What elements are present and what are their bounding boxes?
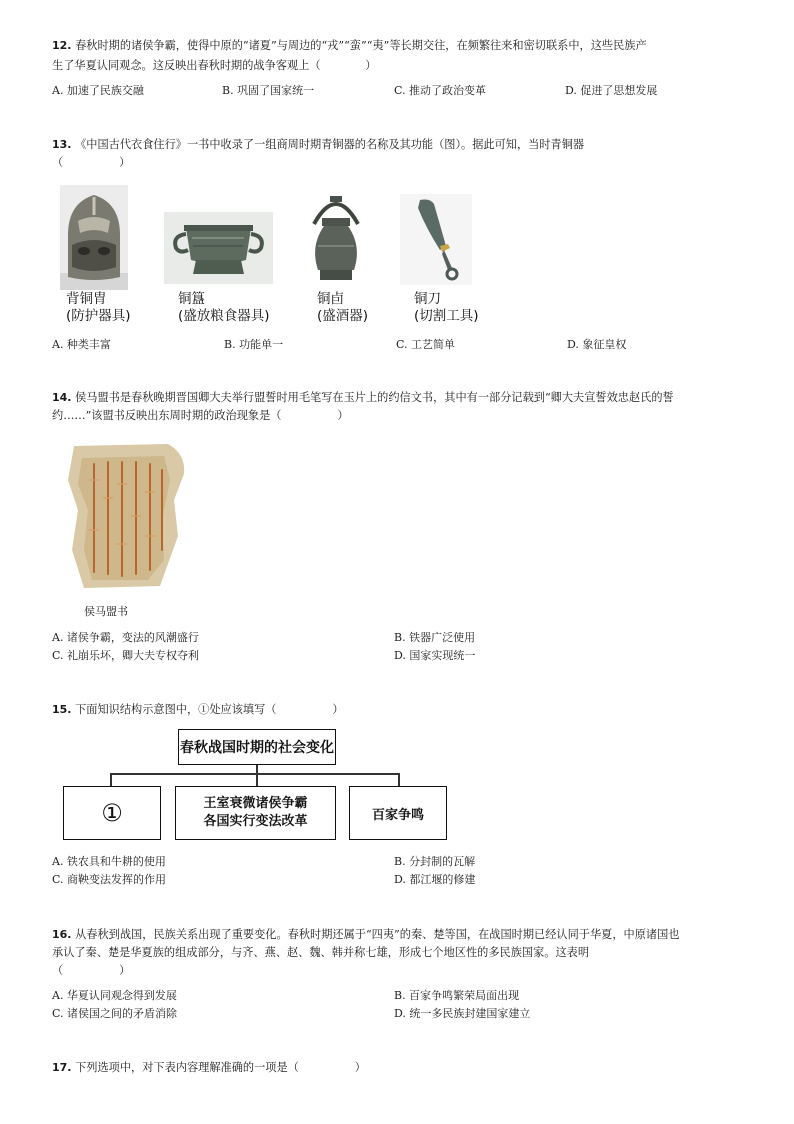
gui-name: 铜簋 <box>178 291 205 307</box>
helmet-name: 背铜胄 <box>66 291 107 307</box>
diagram-middle-line1: 王室衰微诸侯争霸 <box>203 796 308 811</box>
diagram-blank-box: ① <box>63 786 161 840</box>
q12-option-c[interactable]: C. 推动了政治变革 <box>394 84 487 97</box>
q14-option-a[interactable]: A. 诸侯争霸，变法的风潮盛行 <box>52 631 199 644</box>
diagram-middle-line2: 各国实行变法改革 <box>203 814 308 829</box>
q14-option-b[interactable]: B. 铁器广泛使用 <box>394 631 476 644</box>
knife-function: (切割工具) <box>414 308 479 324</box>
q12-option-a[interactable]: A. 加速了民族交融 <box>52 84 144 97</box>
q16-stem-line3: （ ） <box>52 964 131 977</box>
you-function: (盛酒器) <box>317 308 369 324</box>
q14-stem-line2: 约……”该盟书反映出东周时期的政治现象是（ ） <box>52 409 349 422</box>
q16-stem-line1: 16. 从春秋到战国，民族关系出现了重要变化。春秋时期还属于“四夷”的秦、楚等国，在战国时期已经认同于华夏，中原诸国也 <box>52 928 680 941</box>
q16-option-a[interactable]: A. 华夏认同观念得到发展 <box>52 989 177 1002</box>
q12-option-b[interactable]: B. 巩固了国家统一 <box>222 84 315 97</box>
q13-stem-line1: 13. 《中国古代衣食住行》一书中收录了一组商周时期青铜器的名称及其功能（图）。据此可知，当时青铜器 <box>52 138 585 151</box>
q15-option-d[interactable]: D. 都江堰的修建 <box>394 873 476 886</box>
q13-option-a[interactable]: A. 种类丰富 <box>52 338 111 351</box>
q12-stem-line2: 生了华夏认同观念。这反映出春秋时期的战争客观上（ ） <box>52 59 377 72</box>
q13-stem-line2: （ ） <box>52 156 131 169</box>
q14-option-d[interactable]: D. 国家实现统一 <box>394 649 476 662</box>
q15-option-c[interactable]: C. 商鞅变法发挥的作用 <box>52 873 167 886</box>
houma-covenant-image <box>64 440 190 592</box>
diagram-right-box: 百家争鸣 <box>349 786 447 840</box>
q15-option-b[interactable]: B. 分封制的瓦解 <box>394 855 476 868</box>
q13-option-b[interactable]: B. 功能单一 <box>224 338 284 351</box>
q15-stem: 15. 下面知识结构示意图中，①处应该填写（ ） <box>52 703 344 716</box>
helmet-function: (防护器具) <box>66 308 131 324</box>
diagram-connector-right <box>398 773 400 786</box>
knife-name: 铜刀 <box>414 291 441 307</box>
diagram-connector-left <box>110 773 112 786</box>
q13-option-d[interactable]: D. 象征皇权 <box>567 338 627 351</box>
bronze-knife-image <box>400 194 472 285</box>
you-name: 铜卣 <box>317 291 344 307</box>
q16-stem-line2: 承认了秦、楚是华夏族的组成部分，与齐、燕、赵、魏、韩并称七雄，形成七个地区性的多民族国家。这表明 <box>52 946 590 959</box>
q17-stem: 17. 下列选项中，对下表内容理解准确的一项是（ ） <box>52 1061 366 1074</box>
q14-option-c[interactable]: C. 礼崩乐坏，卿大夫专权夺利 <box>52 649 200 662</box>
q16-option-d[interactable]: D. 统一多民族封建国家建立 <box>394 1007 531 1020</box>
q12-option-d[interactable]: D. 促进了思想发展 <box>565 84 658 97</box>
gui-function: (盛放粮食器具) <box>178 308 270 324</box>
q12-stem-line1: 12. 春秋时期的诸侯争霸，使得中原的“诸夏”与周边的“戎”“蛮”“夷”等长期交往，在频繁往来和密切联系中，这些民族产 <box>52 39 647 52</box>
diagram-connector-middle <box>256 773 258 786</box>
diagram-middle-box <box>175 786 336 840</box>
diagram-connector-horizontal <box>110 773 399 775</box>
q16-option-c[interactable]: C. 诸侯国之间的矛盾消除 <box>52 1007 178 1020</box>
q15-option-a[interactable]: A. 铁农具和牛耕的使用 <box>52 855 166 868</box>
bronze-helmet-image <box>60 185 128 290</box>
bronze-you-image <box>304 190 368 288</box>
q16-option-b[interactable]: B. 百家争鸣繁荣局面出现 <box>394 989 520 1002</box>
bronze-gui-image <box>164 212 273 284</box>
q14-stem-line1: 14. 侯马盟书是春秋晚期晋国卿大夫举行盟誓时用毛笔写在玉片上的约信文书，其中有一部分记载到“卿大夫宣誓效忠赵氏的誓 <box>52 391 674 404</box>
q13-option-c[interactable]: C. 工艺简单 <box>396 338 456 351</box>
houma-caption: 侯马盟书 <box>84 605 128 618</box>
diagram-top-box: 春秋战国时期的社会变化 <box>178 729 336 765</box>
